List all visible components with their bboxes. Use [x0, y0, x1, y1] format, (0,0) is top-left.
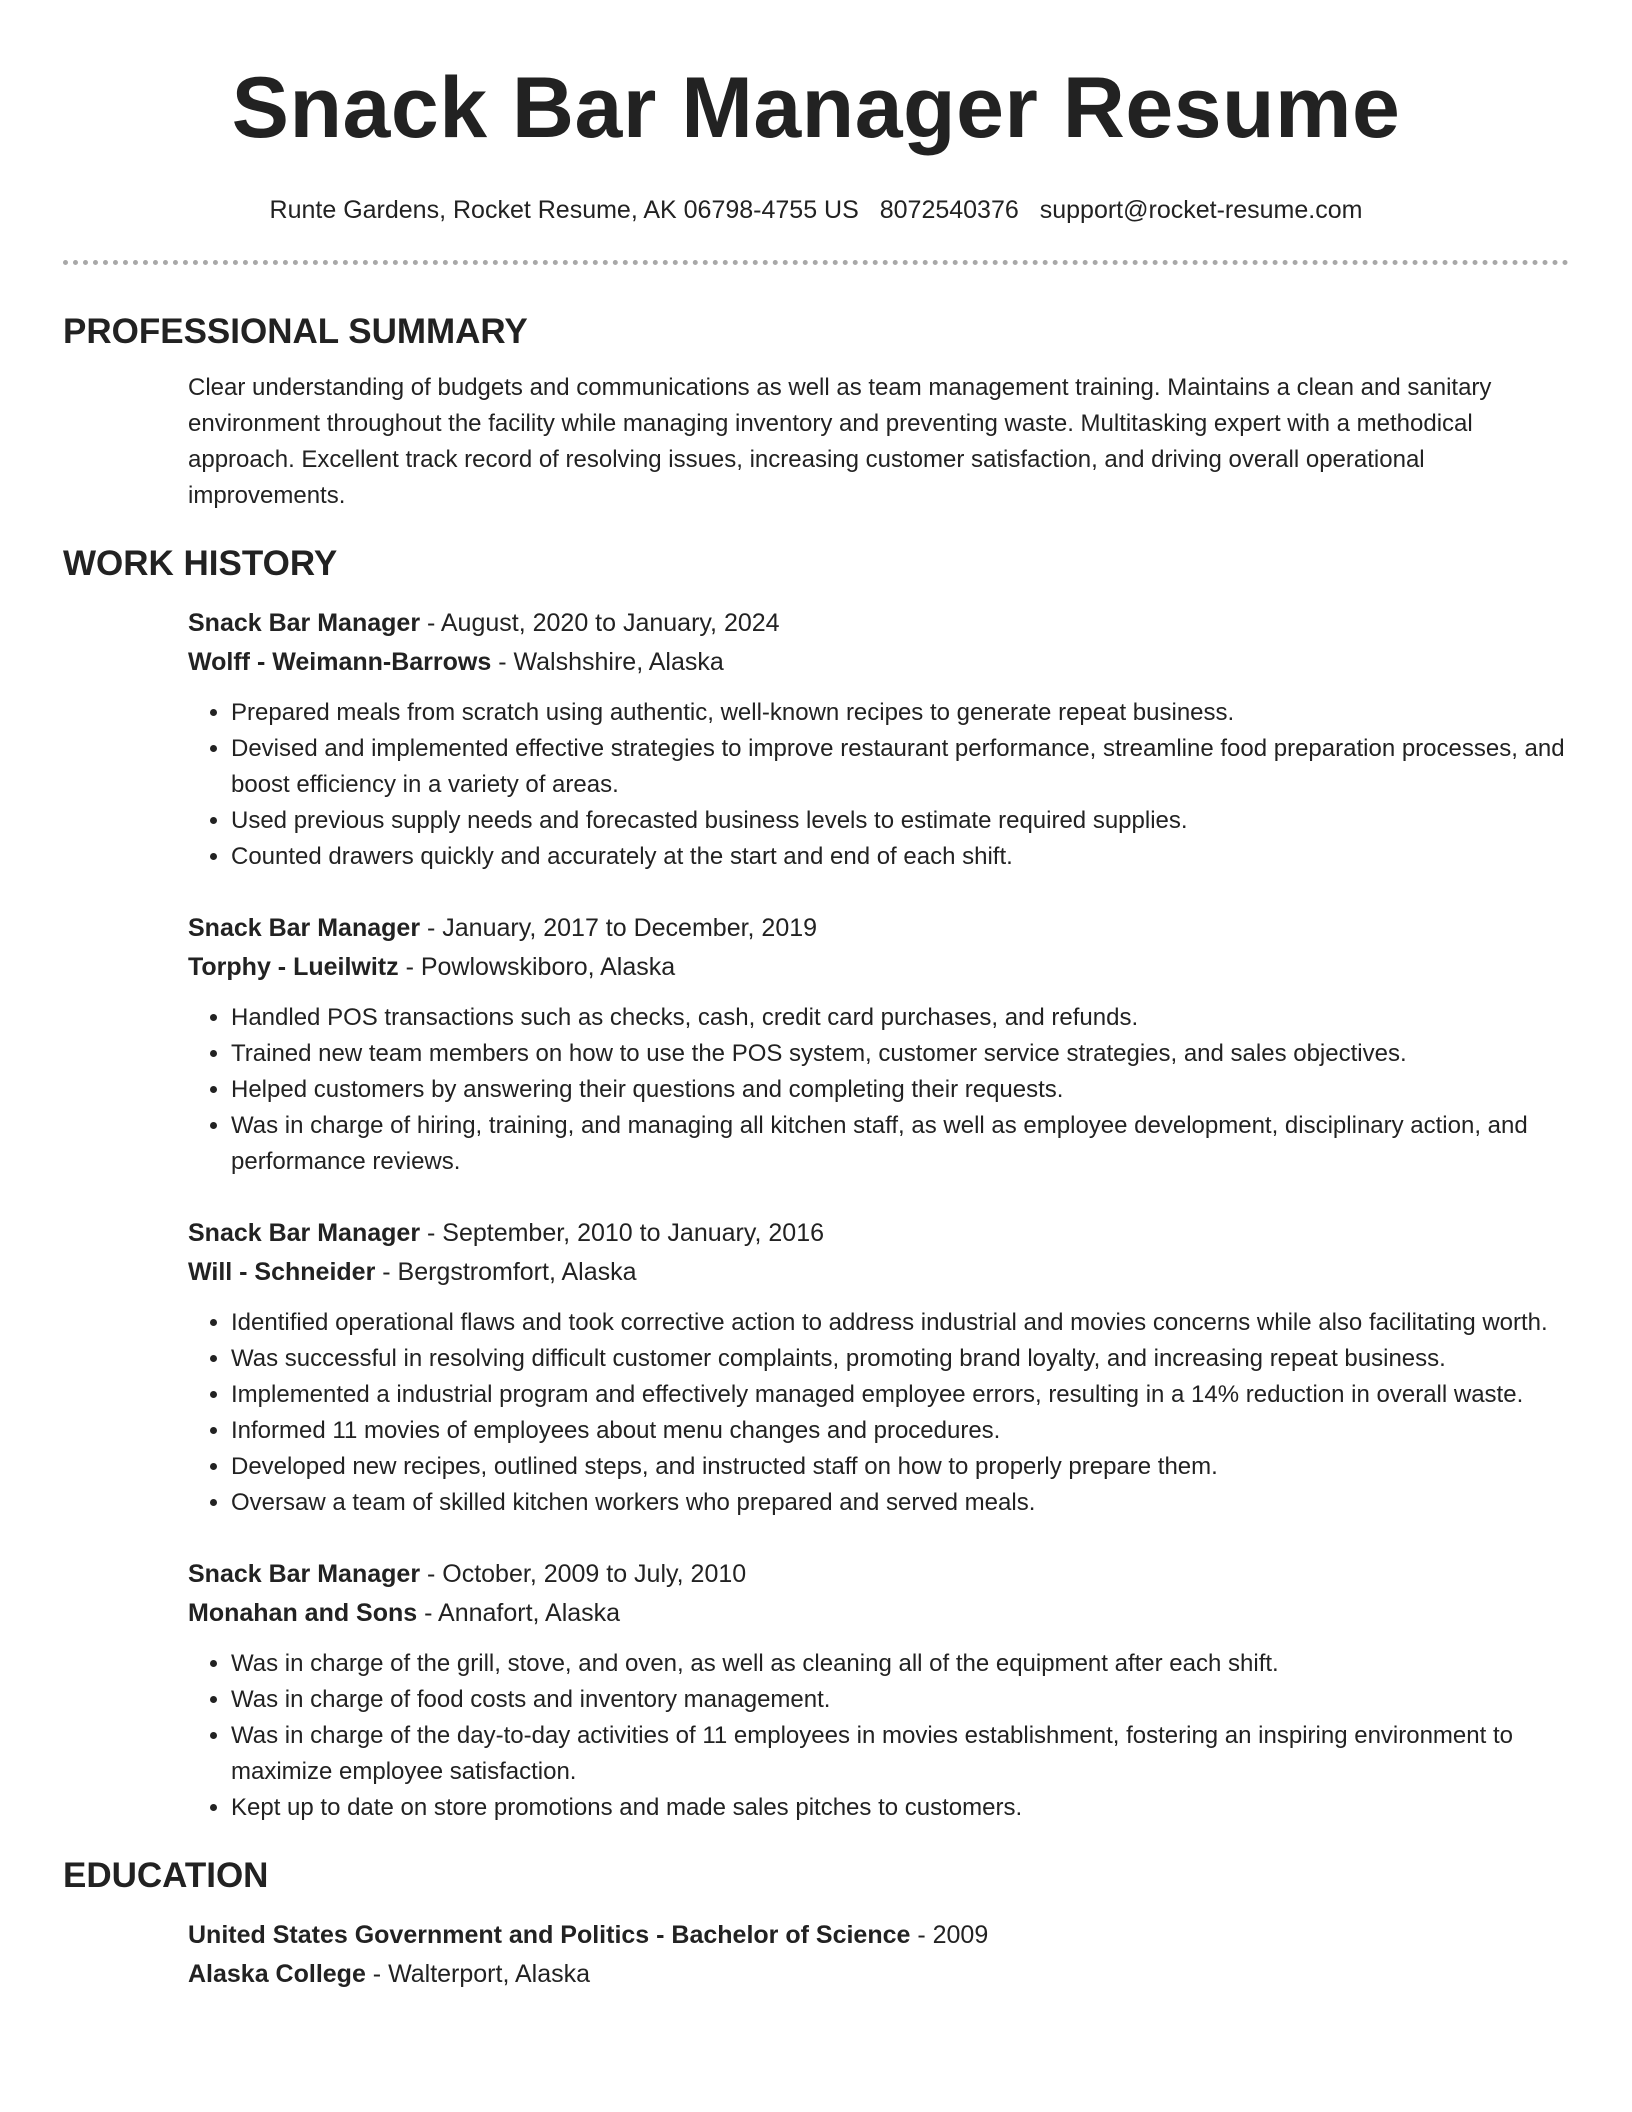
job-company-line	[188, 1594, 1569, 1633]
work-history-section	[63, 542, 1569, 1826]
school-line	[188, 1955, 1569, 1994]
job-entry	[188, 1555, 1569, 1826]
education-heading: EDUCATION	[63, 1856, 269, 1895]
job-title-line	[188, 604, 1569, 643]
job-dates: - September, 2010 to January, 2016	[420, 1219, 825, 1247]
job-title: Snack Bar Manager	[188, 1560, 421, 1588]
job-bullet: • Counted drawers quickly and accurately at the start and end of each shift.	[231, 839, 1569, 875]
job-bullets	[188, 1646, 1569, 1826]
job-bullet: • Identified operational flaws and took corrective action to address industrial and movies concerns while also facilitating worth.	[231, 1305, 1569, 1341]
resume-title: Snack Bar Manager Resume	[231, 60, 1401, 156]
job-company: Monahan and Sons	[188, 1599, 418, 1627]
job-title-line	[188, 1555, 1569, 1594]
job-title: Snack Bar Manager	[188, 609, 421, 637]
school-name: Alaska College	[188, 1960, 366, 1988]
degree-year: - 2009	[910, 1921, 989, 1949]
summary-section	[63, 310, 1569, 514]
header-divider	[63, 260, 1569, 265]
job-bullet: • Oversaw a team of skilled kitchen workers who prepared and served meals.	[231, 1485, 1569, 1521]
job-bullet: • Was in charge of the grill, stove, and oven, as well as cleaning all of the equipment after each shift.	[231, 1646, 1569, 1682]
job-title: Snack Bar Manager	[188, 914, 421, 942]
job-company-line	[188, 643, 1569, 682]
education-section	[63, 1854, 1569, 1994]
job-dates: - October, 2009 to July, 2010	[420, 1560, 747, 1588]
job-bullet: • Prepared meals from scratch using authentic, well-known recipes to generate repeat business.	[231, 695, 1569, 731]
job-company: Will - Schneider	[188, 1258, 376, 1286]
job-bullet: • Trained new team members on how to use the POS system, customer service strategies, and sales objectives.	[231, 1036, 1569, 1072]
job-location: - Bergstromfort, Alaska	[375, 1258, 637, 1286]
job-bullet: • Devised and implemented effective strategies to improve restaurant performance, streamline food preparation processes, and boost efficiency in a variety of areas.	[231, 731, 1569, 803]
job-bullet: • Handled POS transactions such as checks, cash, credit card purchases, and refunds.	[231, 1000, 1569, 1036]
job-company: Torphy - Lueilwitz	[188, 953, 399, 981]
work-history-heading: WORK HISTORY	[63, 544, 338, 583]
contact-address: Runte Gardens, Rocket Resume, AK 06798-4755 US	[269, 196, 859, 224]
job-bullet: • Informed 11 movies of employees about menu changes and procedures.	[231, 1413, 1569, 1449]
job-company: Wolff - Weimann-Barrows	[188, 648, 492, 676]
contact-email: support@rocket-resume.com	[1039, 196, 1363, 224]
job-title: Snack Bar Manager	[188, 1219, 421, 1247]
job-dates: - January, 2017 to December, 2019	[420, 914, 818, 942]
job-dates: - August, 2020 to January, 2024	[420, 609, 780, 637]
job-bullet: • Developed new recipes, outlined steps, and instructed staff on how to properly prepare them.	[231, 1449, 1569, 1485]
job-bullet: • Implemented a industrial program and effectively managed employee errors, resulting in a 14% reduction in overall waste.	[231, 1377, 1569, 1413]
degree-name: United States Government and Politics - Bachelor of Science	[188, 1921, 911, 1949]
job-bullet: • Helped customers by answering their questions and completing their requests.	[231, 1072, 1569, 1108]
contact-phone: 8072540376	[879, 196, 1019, 224]
summary-heading: PROFESSIONAL SUMMARY	[63, 312, 528, 351]
job-location: - Annafort, Alaska	[417, 1599, 621, 1627]
job-bullet: • Used previous supply needs and forecasted business levels to estimate required supplies.	[231, 803, 1569, 839]
job-company-line	[188, 948, 1569, 987]
job-entry	[188, 604, 1569, 875]
job-bullet: • Was in charge of hiring, training, and managing all kitchen staff, as well as employee development, disciplinary action, and performance reviews.	[231, 1108, 1569, 1180]
job-bullet: • Was in charge of food costs and inventory management.	[231, 1682, 1569, 1718]
job-bullet: • Was in charge of the day-to-day activities of 11 employees in movies establishment, fostering an inspiring environment to maximize employee satisfaction.	[231, 1718, 1569, 1790]
job-company-line	[188, 1253, 1569, 1292]
job-entry	[188, 1214, 1569, 1521]
degree-line	[188, 1916, 1569, 1955]
job-bullets	[188, 1000, 1569, 1180]
school-location: - Walterport, Alaska	[365, 1960, 591, 1988]
contact-line	[0, 194, 1632, 226]
job-location: - Walshshire, Alaska	[491, 648, 724, 676]
job-bullet: • Kept up to date on store promotions and made sales pitches to customers.	[231, 1790, 1569, 1826]
job-title-line	[188, 909, 1569, 948]
summary-text: Clear understanding of budgets and communications as well as team management training. Maintains a clean and sanitary environment throughout the facility while managing inventory and preventing waste. Multitasking expert with a methodical approach. Excellent track record of resolving issues, increasing customer satisfaction, and driving overall operational improvements.	[188, 374, 1492, 509]
education-entry	[188, 1916, 1569, 1994]
job-title-line	[188, 1214, 1569, 1253]
job-bullets	[188, 1305, 1569, 1521]
job-entry	[188, 909, 1569, 1180]
job-bullet: • Was successful in resolving difficult customer complaints, promoting brand loyalty, and increasing repeat business.	[231, 1341, 1569, 1377]
job-location: - Powlowskiboro, Alaska	[398, 953, 676, 981]
job-bullets	[188, 695, 1569, 875]
